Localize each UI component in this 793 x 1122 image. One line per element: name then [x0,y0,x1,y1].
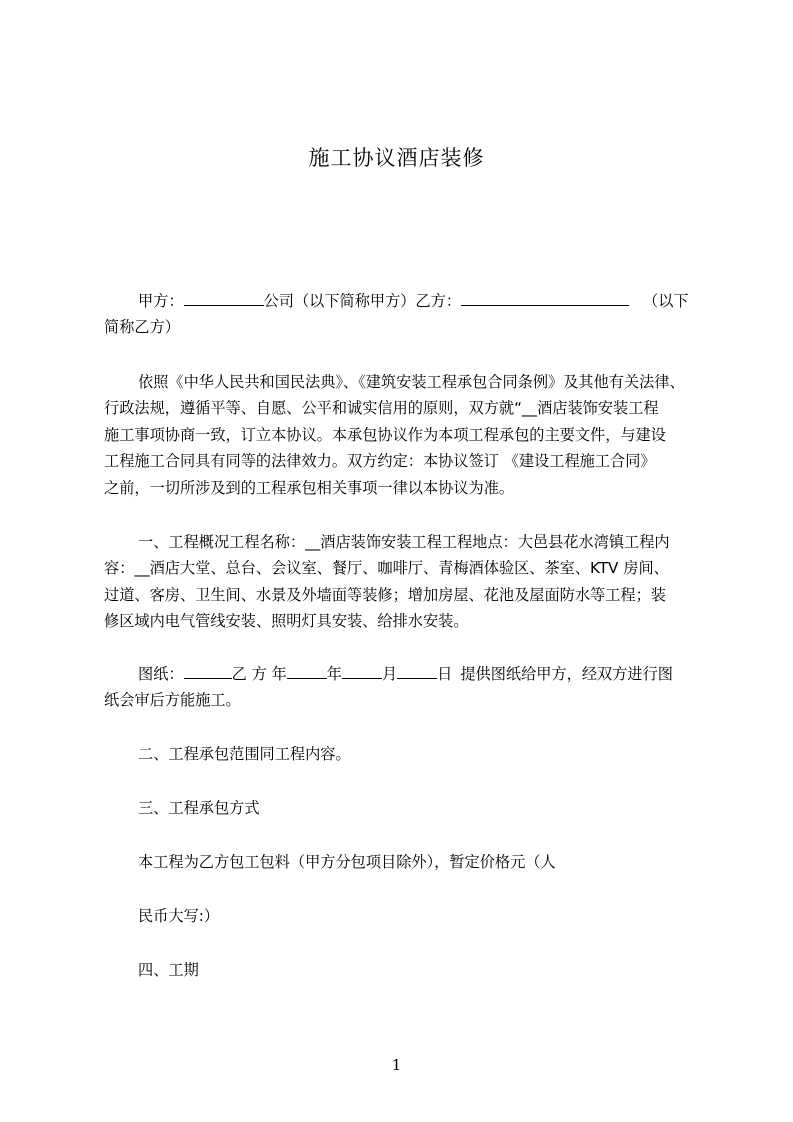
preamble-line: 依照《中华人民共和国民法典》、《建筑安装工程承包合同条例》及其他有关法律、 [138,373,685,391]
party-line [138,290,708,312]
party-b-blank [461,290,629,306]
blank [287,663,327,679]
blank [342,663,382,679]
blank [184,663,232,679]
section3-body: 本工程为乙方包工包料（甲方分包项目除外），暂定价格元（人 [138,853,556,871]
page-number: 1 [391,1056,402,1074]
year-label: 年 [326,665,342,683]
preamble-line: 行政法规，遵循平等、自愿、公平和诚实信用的原则，双方就“__酒店装饰安装工程 [104,399,659,417]
blank [397,663,437,679]
preamble-line: 之前，一切所涉及到的工程承包相关事项一律以本协议为准。 [104,479,515,497]
preamble-line: 施工事项协商一致，订立本协议。本承包协议作为本项工程承包的主要文件，与建设 [104,426,666,444]
section1-line: 一、工程概况工程名称：__酒店装饰安装工程工程地点：大邑县花水湾镇工程内 [138,533,670,551]
section1-line: 容：__酒店大堂、总台、会议室、餐厅、咖啡厅、青梅酒体验区、茶室、KTV 房间、 [104,559,669,577]
company-text: 公司（以下简称甲方）乙方： [263,292,461,310]
preamble-line: 工程施工合同具有同等的法律效力。双方约定：本协议签订 《建设工程施工合同》 [104,452,656,470]
party-a-blank [184,290,264,306]
drawings-line [138,663,708,685]
section1-line: 过道、客房、卫生间、水景及外墙面等装修；增加房屋、花池及屋面防水等工程；装 [104,586,666,604]
party-a-label: 甲方： [138,292,184,310]
party-suffix: （以下 [643,292,689,310]
drawings-label: 图纸： [138,665,184,683]
document-title: 施工协议酒店装修 [308,146,485,170]
section2-heading: 二、工程承包范围同工程内容。 [138,745,351,763]
section3-heading: 三、工程承包方式 [138,799,260,817]
day-label: 日 [437,665,453,683]
drawings-party: 乙 方 年 [231,665,287,683]
section4-heading: 四、工期 [138,961,199,979]
section1-line: 修区域内电气管线安装、照明灯具安装、给排水安装。 [104,612,469,630]
drawings-cont: 纸会审后方能施工。 [104,691,241,709]
party-line-cont: 简称乙方） [104,318,180,336]
section3-body-cont: 民币大写:） [138,907,220,925]
month-label: 月 [381,665,398,683]
drawings-text: 提供图纸给甲方，经双方进行图 [460,665,673,683]
